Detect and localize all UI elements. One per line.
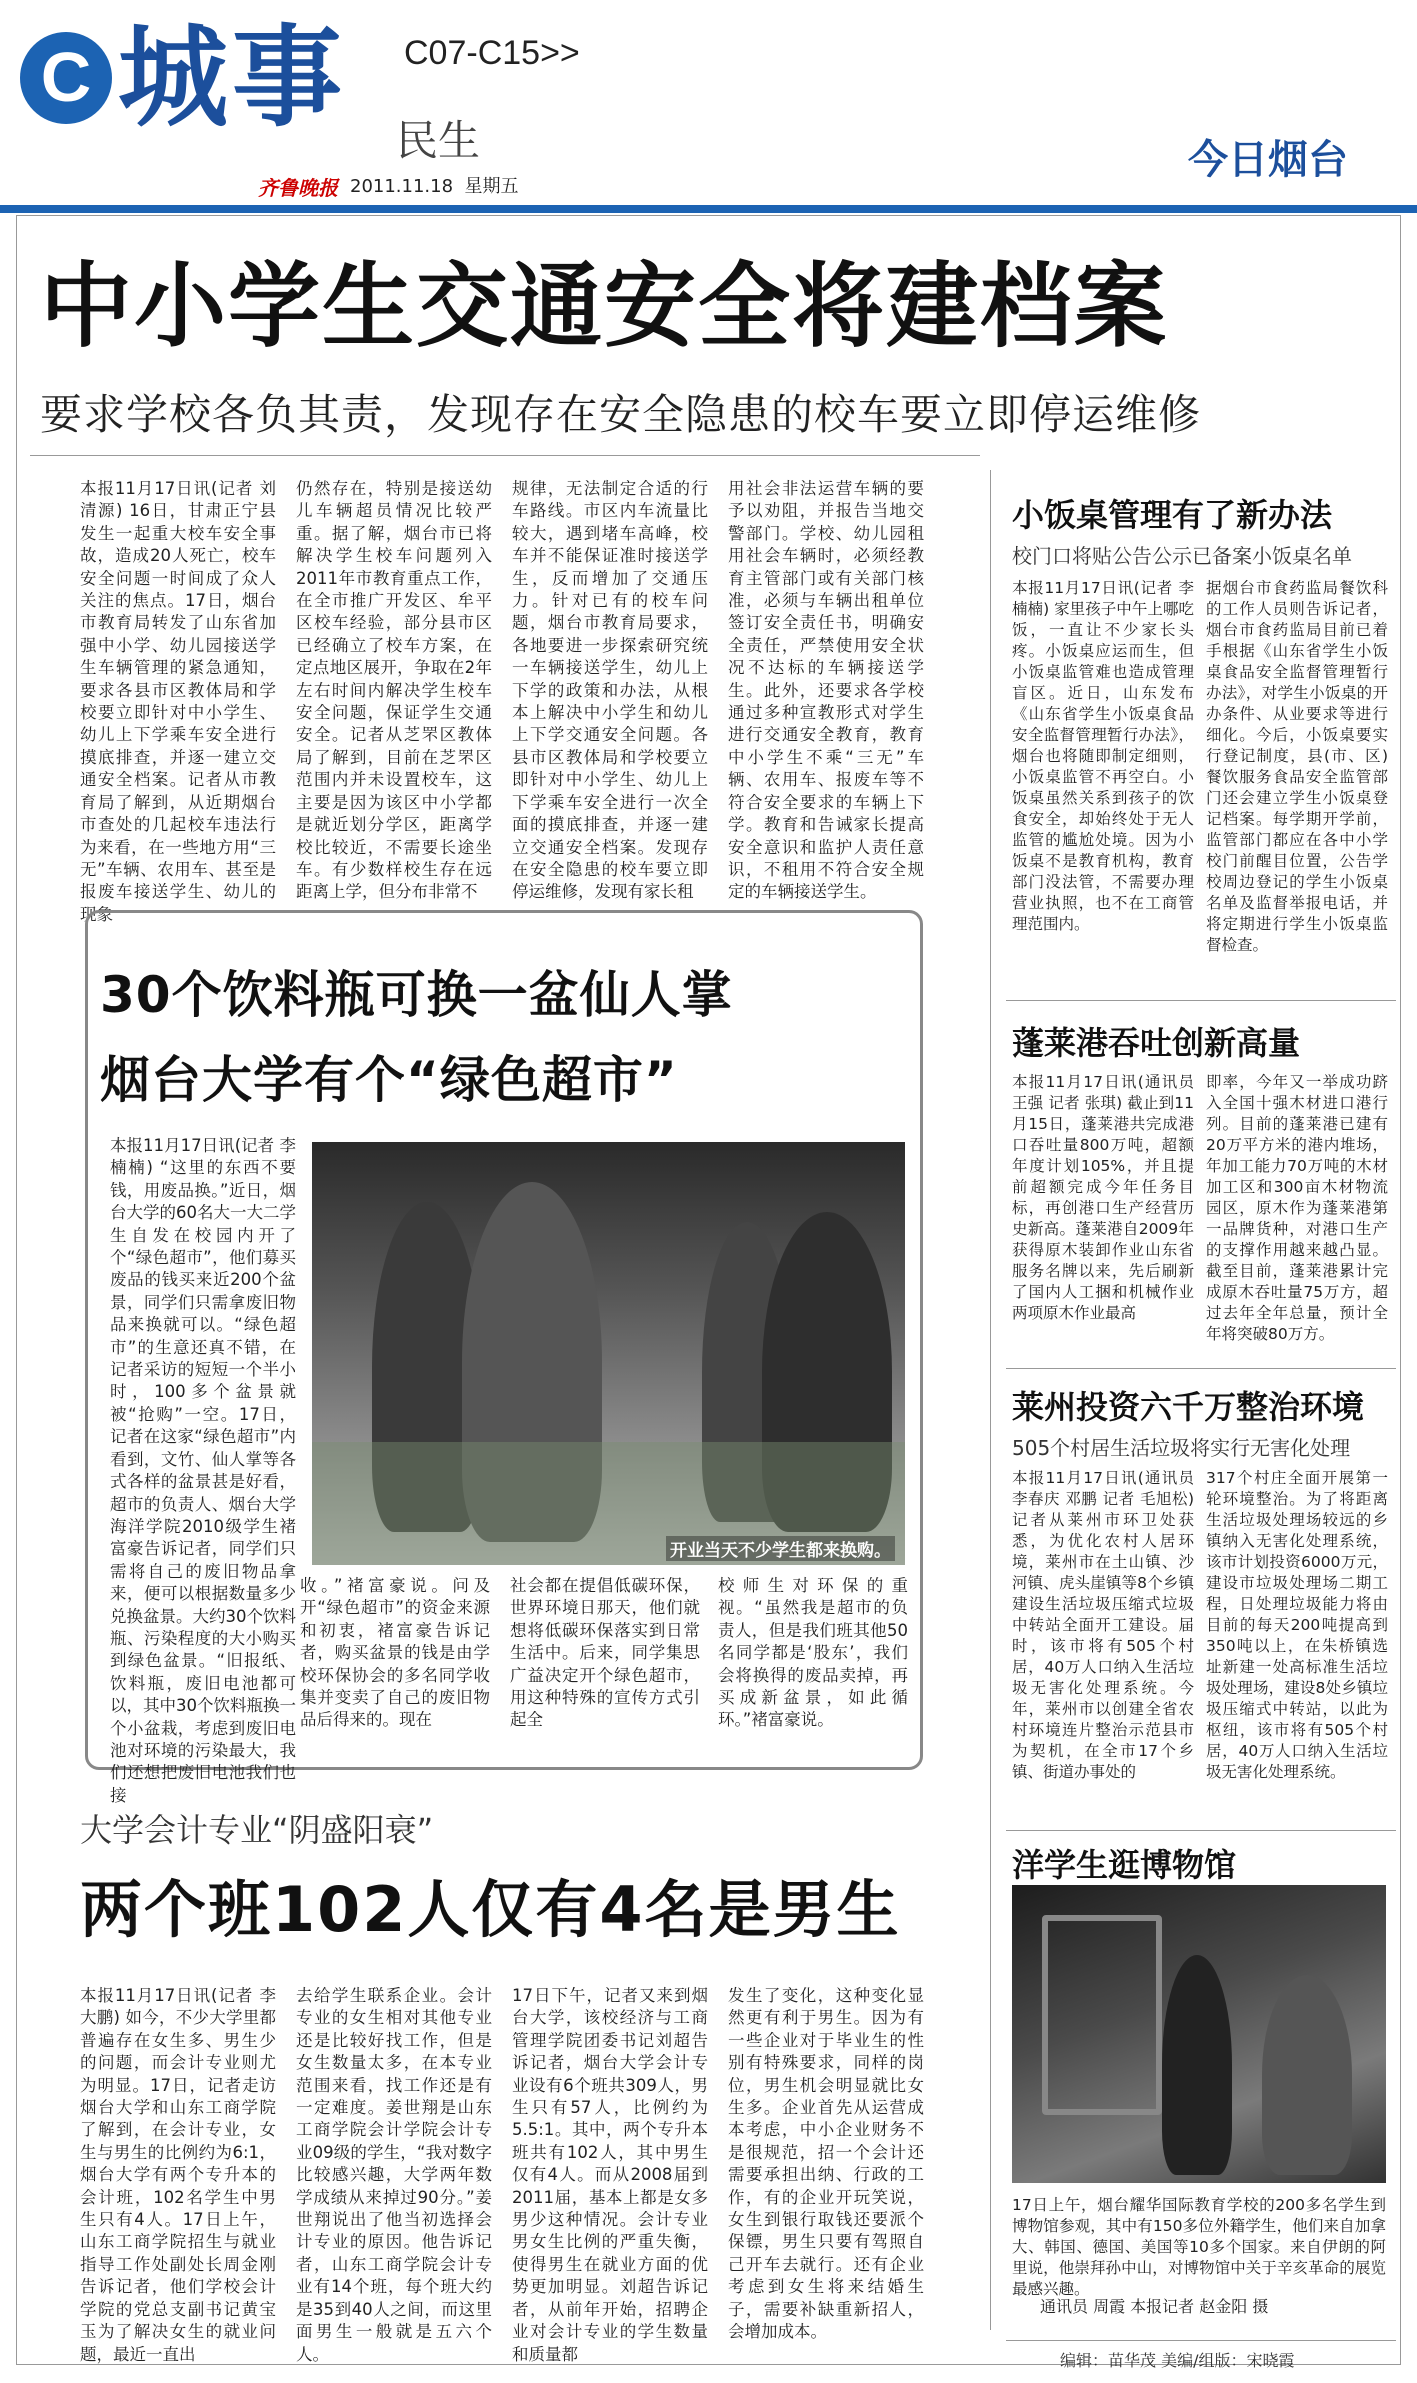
s4-title: 洋学生逛博物馆 (1012, 1846, 1237, 1884)
s1-subtitle: 校门口将贴公告公示已备案小饭桌名单 (1012, 544, 1352, 568)
s2-title: 蓬莱港吞吐创新高量 (1012, 1024, 1301, 1062)
photo-caption: 开业当天不少学生都来换购。 (666, 1536, 895, 1561)
second-column-3: 17日下午，记者又来到烟台大学，该校经济与工商管理学院团委书记刘超告诉记者，烟台大学会计专业设有6个班共309人，男生只有57人，比例约为5.5:1。其中，两个专升本班共有102人，其中男生仅有4人。而从2008届到2011届，基本上都是女多男少这种情况。会计专业男女生比例的严重失衡，使得男生在就业方面的优势更加明显。刘超告诉记者，从前年开始，招聘企业对会计专业的学生数量和质量都 (512, 1986, 708, 2364)
divider (1006, 1830, 1396, 1831)
lead-column-1: 本报11月17日讯(记者 刘清源) 16日，甘肃正宁县发生一起重大校车安全事故，造成20人死亡，校车安全问题一时间成了众人关注的焦点。17日，烟台市教育局转发了山东省加强中小学、幼儿园接送学生车辆管理的紧急通知，要求各县市区教体局和学校要立即针对中小学生、幼儿上下学乘车安全进行摸底排查，并逐一建立交通安全档案。记者从市教育局了解到，从近期烟台市查处的几起校车违法行为来看，在一些地方用“三无”车辆、农用车、甚至是报废车接送学生、幼儿的现象 (80, 479, 276, 924)
second-kicker: 大学会计专业“阴盛阳衰” (80, 1811, 434, 1849)
s3-subtitle: 505个村居生活垃圾将实行无害化处理 (1012, 1436, 1351, 1460)
divider (1006, 2340, 1396, 2341)
second-column-4: 发生了变化，这种变化显然更有利于男生。因为有一些企业对于毕业生的性别有特殊要求，同样的岗位，男生机会明显就比女生多。企业首先从运营成本考虑，中小企业财务不是很规范，招一个会计还需要承担出纳、行政的工作，有的企业开玩笑说，女生到银行取钱还要派个保镖，男生只要有驾照自己开车去就行。还有企业考虑到女生将来结婚生子，需要补缺重新招人，会增加成本。 (728, 1986, 924, 2342)
lead-column-3: 规律，无法制定合适的行车路线。市区内车流量比较大，遇到堵车高峰，校车并不能保证准时接送学生，反而增加了交通压力。针对已有的校车问题，烟台市教育局要求，各地要进一步探索研究统一车辆接送学生，幼儿上下学的政策和办法，从根本上解决中小学生和幼儿上下学交通安全问题。各县市区教体局和学校要立即针对中小学生、幼儿上下学乘车安全进行一次全面的摸底排查，并逐一建立交通安全档案。发现存在安全隐患的校车要立即停运维修，发现有家长租 (512, 479, 708, 902)
box-column-b3: 校师生对环保的重视。“虽然我是超市的负责人，但是我们班其他50名同学都是‘股东’，我们会将换得的废品卖掉，再买成新盆景，如此循环。”褚富豪说。 (718, 1576, 908, 1730)
museum-photo (1012, 1885, 1386, 2183)
box-column-b1: 收。”褚富豪说。问及开“绿色超市”的资金来源和初衷，褚富豪告诉记者，购买盆景的钱是由学校环保协会的多名同学收集并变卖了自己的废旧物品后得来的。现在 (300, 1576, 490, 1730)
section-subtitle: 民生 (396, 116, 481, 165)
s2-column-b: 即率，今年又一举成功跻入全国十强木材进口港行列。目前的蓬莱港已建有20万平方米的港内堆场，年加工能力70万吨的木材加工区和300亩木材物流园区，原木作为蓬莱港第一品牌货种，对港口生产的支撑作用越来越凸显。截至目前，蓬莱港累计完成原木吞吐量75万方，超过去年全年总量，预计全年将突破80万方。 (1206, 1073, 1388, 1343)
edition-label: 今日烟台 (1188, 137, 1348, 183)
s1-column-a: 本报11月17日讯(记者 李楠楠) 家里孩子中午上哪吃饭，一直让不少家长头疼。小饭桌应运而生，但小饭桌监管难也造成管理盲区。近日，山东发布《山东省学生小饭桌食品安全监督管理暂行办法》，烟台也将随即制定细则，小饭桌监管不再空白。小饭桌虽然关系到孩子的饮食安全，却始终处于无人监管的尴尬处境。因为小饭桌不是教育机构，教育部门没法管，不需要办理营业执照，也不在工商管理范围内。 (1012, 579, 1194, 933)
box-column-b2: 社会都在提倡低碳环保，世界环境日那天，他们就想将低碳环保落实到日常生活中。后来，同学集思广益决定开个绿色超市，用这种特殊的宣传方式引起全 (510, 1576, 700, 1730)
issue-weekday: 星期五 (464, 176, 519, 197)
s4-caption: 17日上午，烟台耀华国际教育学校的200多名学生到博物馆参观，其中有150多位外籍学生，他们来自加拿大、韩国、德国、美国等10多个国家。来自伊朗的阿里说，他崇拜孙中山，对博物馆中关于辛亥革命的展览最感兴趣。 (1012, 2196, 1386, 2298)
s3-column-b: 317个村庄全面开展第一轮环境整治。为了将距离生活垃圾处理场较远的乡镇纳入无害化处理系统，该市计划投资6000万元，建设市垃圾处理场二期工程，日处理垃圾能力将由目前的每天200吨提高到350吨以上，在朱桥镇选址新建一处高标准生活垃圾处理场，建设8处乡镇垃圾压缩式中转站，以此为枢纽，该市将有505个村居，40万人口纳入生活垃圾无害化处理系统。 (1206, 1469, 1388, 1781)
masthead: 齐鲁晚报 (258, 176, 338, 200)
lead-headline: 中小学生交通安全将建档案 (40, 253, 1169, 360)
box-headline-1: 30个饮料瓶可换一盆仙人掌 (100, 966, 733, 1024)
page-header (0, 0, 1417, 210)
box-headline-2: 烟台大学有个“绿色超市” (100, 1051, 678, 1109)
second-headline: 两个班102人仅有4名是男生 (80, 1873, 901, 1946)
box-column-left: 本报11月17日讯(记者 李楠楠) “这里的东西不要钱，用废品换。”近日，烟台大学的60名大一大二学生自发在校园内开了个“绿色超市”，他们募买废品的钱买来近200个盆景，同学们只需拿废旧物品来换就可以。“绿色超市”的生意还真不错，在记者采访的短短一个半小时，100多个盆景就被“抢购”一空。17日，记者在这家“绿色超市”内看到，文竹、仙人掌等各式各样的盆景甚是好看，超市的负责人、烟台大学海洋学院2010级学生褚富豪告诉记者，同学们只需将自己的废旧物品拿来，便可以根据数量多少兑换盆景。大约30个饮料瓶、污染程度的大小购买到绿色盆景。“旧报纸、饮料瓶，废旧电池都可以，其中30个饮料瓶换一个小盆栽，考虑到废旧电池对环境的污染最大，我们还想把废旧电池我们也接 (110, 1136, 296, 1805)
lead-column-4: 用社会非法运营车辆的要予以劝阻，并报告当地交警部门。学校、幼儿园租用社会车辆时，必须经教育主管部门或有关部门核准，必须与车辆出租单位签订安全责任书，明确安全责任，严禁使用安全状况不达标的车辆接送学生。此外，还要求各学校通过多种宣教形式对学生进行交通安全教育，教育中小学生不乘“三无”车辆、农用车、报废车等不符合安全要求的车辆上下学。教育和告诫家长提高安全意识和监护人责任意识，不租用不符合安全规定的车辆接送学生。 (728, 479, 924, 902)
divider (1006, 1368, 1396, 1369)
page-range: C07-C15>> (404, 34, 580, 72)
lead-column-2: 仍然存在，特别是接送幼儿车辆超员情况比较严重。据了解，烟台市已将解决学生校车问题列入2011年市教育重点工作，在全市推广开发区、牟平区校车经验，部分县市区已经确立了校车方案，在定点地区展开，争取在2年左右时间内解决学生校车安全问题，保证学生交通安全。记者从芝罘区教体局了解到，目前在芝罘区范围内并未设置校车，这主要是因为该区中小学都是就近划分学区，距离学校比较近，不需要长途坐车。有少数样校生存在远距离上学，但分布非常不 (296, 479, 492, 902)
lead-subhead: 要求学校各负其责，发现存在安全隐患的校车要立即停运维修 (40, 390, 1202, 439)
column-divider (990, 470, 991, 2330)
s1-column-b: 据烟台市食药监局餐饮科的工作人员则告诉记者，烟台市食药监局目前已着手根据《山东省学生小饭桌食品安全监督管理暂行办法》，对学生小饭桌的开办条件、从业要求等进行细化。今后，小饭桌要实行登记制度，县(市、区)餐饮服务食品安全监管部门还会建立学生小饭桌登记档案。每学期开学前，监管部门都应在各中小学校门前醒目位置，公告学校周边登记的学生小饭桌名单及监督举报电话，并将定期进行学生小饭桌监督检查。 (1206, 579, 1388, 954)
dateline (350, 172, 519, 198)
section-title: 城事 (118, 14, 346, 142)
second-column-2: 去给学生联系企业。会计专业的女生相对其他专业还是比较好找工作，但是女生数量太多，在本专业范围来看，找工作还是有一定难度。姜世翔是山东工商学院会计学院会计专业09级的学生，“我对数字比较感兴趣，大学两年数学成绩从来掉过90分。”姜世翔说出了他当初选择会计专业的原因。他告诉记者，山东工商学院会计专业有14个班，每个班大约是35到40人之间，而这里面男生一般就是五六个人。 (296, 1986, 492, 2364)
issue-date: 2011.11.18 (350, 176, 454, 197)
s3-column-a: 本报11月17日讯(通讯员 李春庆 邓鹏 记者 毛旭松) 记者从莱州市环卫处获悉，为优化农村人居环境，莱州市在土山镇、沙河镇、虎头崖镇等8个乡镇建设生活垃圾压缩式垃圾中转站全面开工建设。届时，该市将有505个村居，40万人口纳入生活垃圾无害化处理系统。今年，莱州市以创建全省农村环境连片整治示范县市为契机，在全市17个乡镇、街道办事处的 (1012, 1469, 1194, 1781)
s3-title: 莱州投资六千万整治环境 (1012, 1388, 1365, 1426)
s2-column-a: 本报11月17日讯(通讯员 王强 记者 张琪) 截止到11月15日，蓬莱港共完成港口吞吐量800万吨，超额年度计划105%，并且提前超额完成今年任务目标，再创港口生产经营历史新高。蓬莱港自2009年获得原木装卸作业山东省服务名牌以来，先后刷新了国内人工捆和机械作业两项原木作业最高 (1012, 1073, 1194, 1322)
divider (1006, 1000, 1396, 1001)
green-market-photo (312, 1142, 905, 1565)
s1-title: 小饭桌管理有了新办法 (1012, 496, 1333, 534)
s4-credit: 通讯员 周霞 本报记者 赵金阳 摄 (1040, 2297, 1269, 2316)
editor-credit: 编辑：苗华茂 美编/组版：宋晓霞 (1060, 2351, 1295, 2370)
section-logo-icon: C (20, 32, 112, 124)
divider (30, 455, 980, 456)
header-rule (0, 205, 1417, 213)
second-column-1: 本报11月17日讯(记者 李大鹏) 如今，不少大学里都普遍存在女生多、男生少的问题，而会计专业则尤为明显。17日，记者走访烟台大学和山东工商学院了解到，在会计专业，女生与男生的比例约为6:1，烟台大学有两个专升本的会计班，102名学生中男生只有4人。17日上午，山东工商学院招生与就业指导工作处副处长周金刚告诉记者，他们学校会计学院的党总支副书记黄宝玉为了解决女生的就业问题，最近一直出 (80, 1986, 276, 2364)
